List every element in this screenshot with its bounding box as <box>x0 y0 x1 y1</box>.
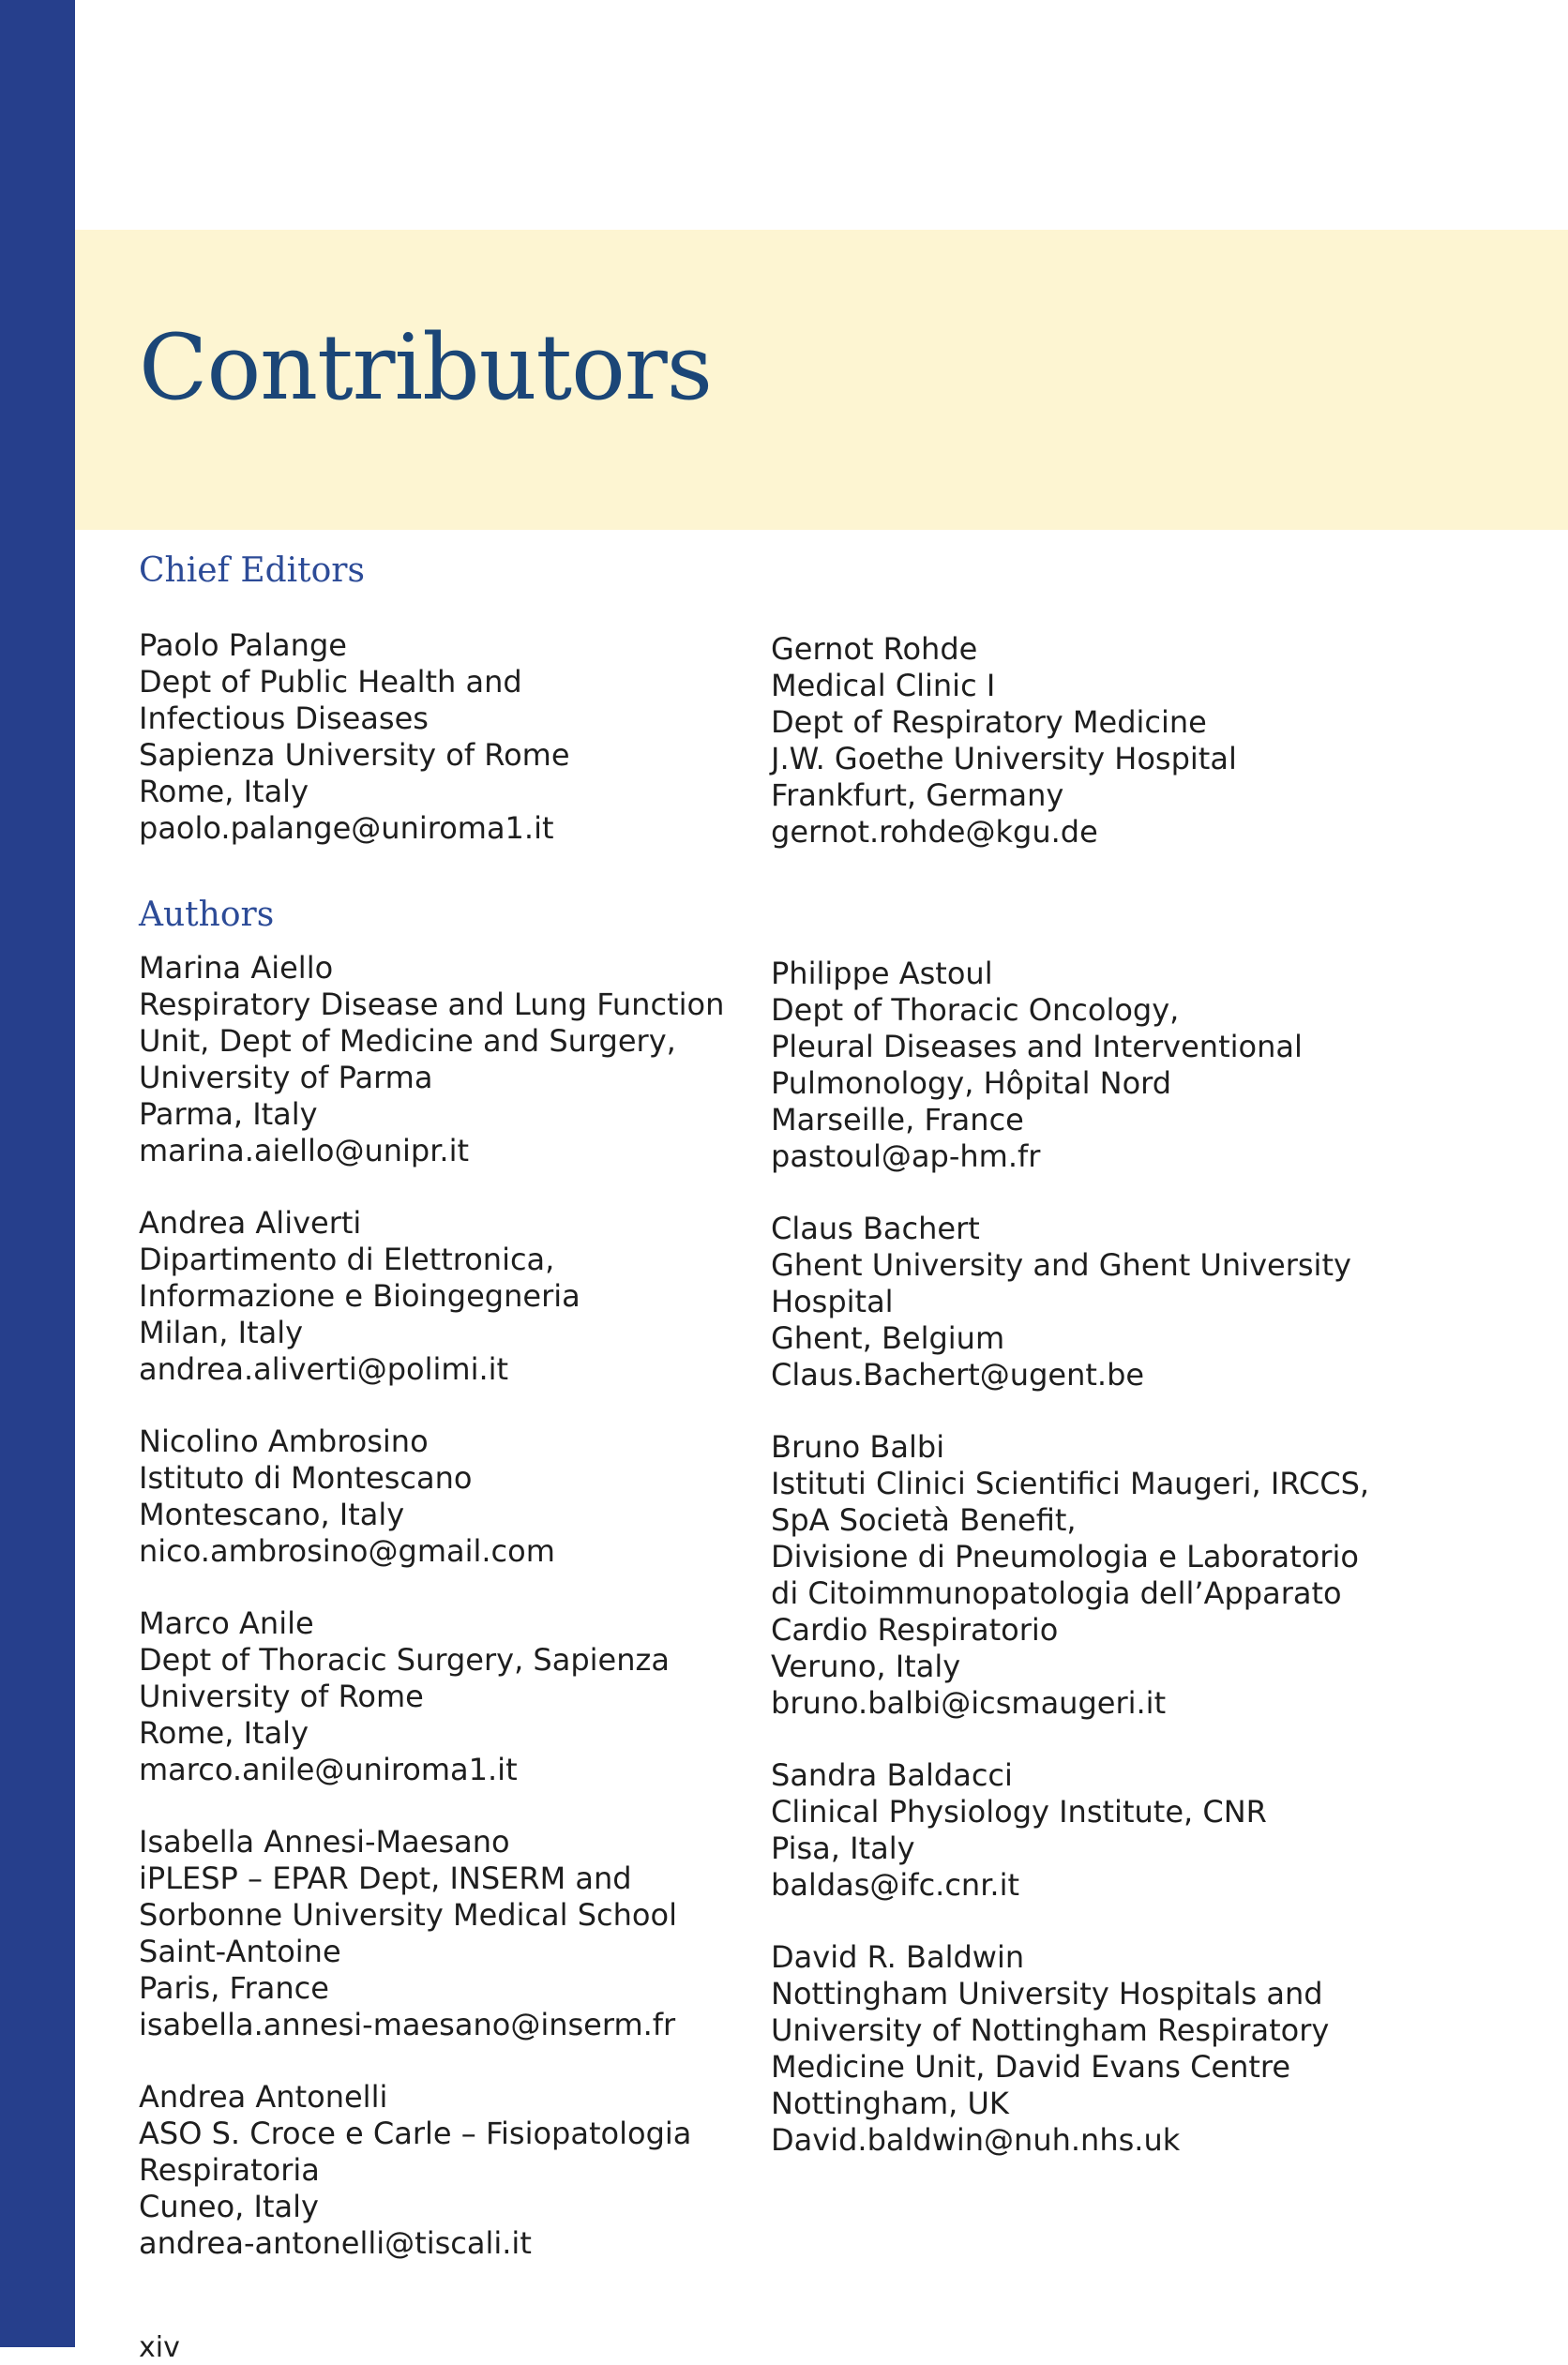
contributor-detail-line: Dept of Respiratory Medicine <box>771 704 1207 740</box>
contributor-detail-line: Infectious Diseases <box>139 700 429 736</box>
contributor-detail-line: gernot.rohde@kgu.de <box>771 814 1098 850</box>
contributor-entry <box>139 1205 580 1388</box>
contributor-detail-line: Dipartimento di Elettronica, <box>139 1242 555 1277</box>
side-color-bar <box>0 0 75 2347</box>
contributor-name: Andrea Aliverti <box>139 1205 362 1241</box>
contributor-detail-line: University of Parma <box>139 1060 433 1095</box>
contributor-detail-line: Pisa, Italy <box>771 1830 915 1866</box>
contributor-entry <box>771 956 1303 1175</box>
contributor-entry <box>139 1605 670 1788</box>
contributor-detail-line: Nottingham, UK <box>771 2086 1009 2121</box>
contributor-detail-line: Ghent, Belgium <box>771 1320 1005 1356</box>
contributor-detail-line: Nottingham University Hospitals and <box>771 1976 1323 2011</box>
contributor-detail-line: Saint-Antoine <box>139 1934 341 1969</box>
contributor-detail-line: Claus.Bachert@ugent.be <box>771 1357 1145 1393</box>
contributor-detail-line: Parma, Italy <box>139 1096 318 1132</box>
contributor-entry <box>139 950 724 1169</box>
contributor-detail-line: Rome, Italy <box>139 1715 309 1751</box>
contributor-name: Marina Aiello <box>139 950 334 986</box>
contributor-entry <box>771 631 1237 851</box>
contributor-detail-line: Hospital <box>771 1284 894 1319</box>
section-heading-authors: Authors <box>139 896 275 934</box>
contributor-entry <box>139 1424 555 1570</box>
contributor-detail-line: iPLESP – EPAR Dept, INSERM and <box>139 1860 632 1896</box>
contributor-entry <box>139 2079 691 2262</box>
contributor-name: Gernot Rohde <box>771 631 978 667</box>
contributor-name: Bruno Balbi <box>771 1429 945 1465</box>
contributor-detail-line: Medicine Unit, David Evans Centre <box>771 2049 1291 2085</box>
contributor-detail-line: Paris, France <box>139 1970 329 2006</box>
contributor-detail-line: nico.ambrosino@gmail.com <box>139 1533 555 1569</box>
contributor-entry <box>771 1429 1369 1722</box>
contributor-detail-line: Divisione di Pneumologia e Laboratorio <box>771 1539 1359 1574</box>
contributor-detail-line: Pulmonology, Hôpital Nord <box>771 1065 1172 1101</box>
contributor-detail-line: David.baldwin@nuh.nhs.uk <box>771 2122 1181 2158</box>
contributor-name: Philippe Astoul <box>771 956 993 991</box>
contributor-detail-line: Respiratory Disease and Lung Function <box>139 987 725 1022</box>
contributor-name: Isabella Annesi-Maesano <box>139 1824 510 1860</box>
section-heading-chief-editors: Chief Editors <box>139 551 365 590</box>
contributor-detail-line: Rome, Italy <box>139 774 309 809</box>
contributor-entry <box>771 1211 1351 1393</box>
contributor-detail-line: baldas@ifc.cnr.it <box>771 1867 1020 1903</box>
contributor-detail-line: isabella.annesi-maesano@inserm.fr <box>139 2007 676 2042</box>
contributor-detail-line: Milan, Italy <box>139 1315 304 1350</box>
contributor-detail-line: Frankfurt, Germany <box>771 777 1064 813</box>
page-number: xiv <box>139 2331 180 2364</box>
contributor-detail-line: Ghent University and Ghent University <box>771 1247 1351 1283</box>
contributor-detail-line: Cardio Respiratorio <box>771 1612 1059 1648</box>
contributor-detail-line: di Citoimmunopatologia dell’Apparato <box>771 1575 1342 1611</box>
contributor-detail-line: bruno.balbi@icsmaugeri.it <box>771 1685 1167 1721</box>
contributor-detail-line: Sorbonne University Medical School <box>139 1897 677 1933</box>
page-title: Contributors <box>139 315 713 420</box>
contributor-name: Paolo Palange <box>139 627 347 663</box>
contributor-name: Andrea Antonelli <box>139 2079 388 2115</box>
contributor-name: Nicolino Ambrosino <box>139 1424 429 1459</box>
contributor-detail-line: Respiratoria <box>139 2152 320 2188</box>
contributor-entry <box>771 1757 1267 1904</box>
contributor-detail-line: marco.anile@uniroma1.it <box>139 1752 518 1787</box>
contributor-detail-line: Istituto di Montescano <box>139 1460 473 1496</box>
contributor-entry <box>139 627 570 847</box>
contributor-entry <box>771 1939 1329 2159</box>
contributor-entry <box>139 1824 677 2043</box>
contributor-detail-line: University of Nottingham Respiratory <box>771 2012 1330 2048</box>
contributor-detail-line: Pleural Diseases and Interventional <box>771 1029 1303 1064</box>
contributor-detail-line: University of Rome <box>139 1679 424 1714</box>
contributor-detail-line: SpA Società Benefit, <box>771 1502 1077 1538</box>
contributor-detail-line: andrea-antonelli@tiscali.it <box>139 2225 532 2261</box>
contributor-detail-line: ASO S. Croce e Carle – Fisiopatologia <box>139 2116 692 2151</box>
contributor-detail-line: Dept of Public Health and <box>139 664 522 700</box>
contributor-detail-line: Informazione e Bioingegneria <box>139 1278 580 1314</box>
contributor-detail-line: Dept of Thoracic Oncology, <box>771 992 1180 1028</box>
contributor-detail-line: Istituti Clinici Scientifici Maugeri, IRCCS, <box>771 1466 1370 1501</box>
contributor-detail-line: Medical Clinic I <box>771 668 996 703</box>
contributor-name: David R. Baldwin <box>771 1939 1025 1975</box>
contributor-detail-line: Clinical Physiology Institute, CNR <box>771 1794 1267 1830</box>
contributor-name: Claus Bachert <box>771 1211 980 1246</box>
contributor-detail-line: Unit, Dept of Medicine and Surgery, <box>139 1023 676 1059</box>
contributor-detail-line: Sapienza University of Rome <box>139 737 570 773</box>
contributor-detail-line: Marseille, France <box>771 1102 1024 1137</box>
contributor-detail-line: pastoul@ap-hm.fr <box>771 1138 1041 1174</box>
contributor-detail-line: paolo.palange@uniroma1.it <box>139 810 554 846</box>
contributor-detail-line: Dept of Thoracic Surgery, Sapienza <box>139 1642 670 1678</box>
contributor-detail-line: Veruno, Italy <box>771 1649 961 1684</box>
contributor-detail-line: andrea.aliverti@polimi.it <box>139 1351 509 1387</box>
contributor-detail-line: marina.aiello@unipr.it <box>139 1133 470 1168</box>
contributor-name: Marco Anile <box>139 1605 314 1641</box>
contributor-name: Sandra Baldacci <box>771 1757 1013 1793</box>
contributor-detail-line: Cuneo, Italy <box>139 2189 319 2224</box>
contributor-detail-line: J.W. Goethe University Hospital <box>771 741 1237 776</box>
contributor-detail-line: Montescano, Italy <box>139 1497 405 1532</box>
